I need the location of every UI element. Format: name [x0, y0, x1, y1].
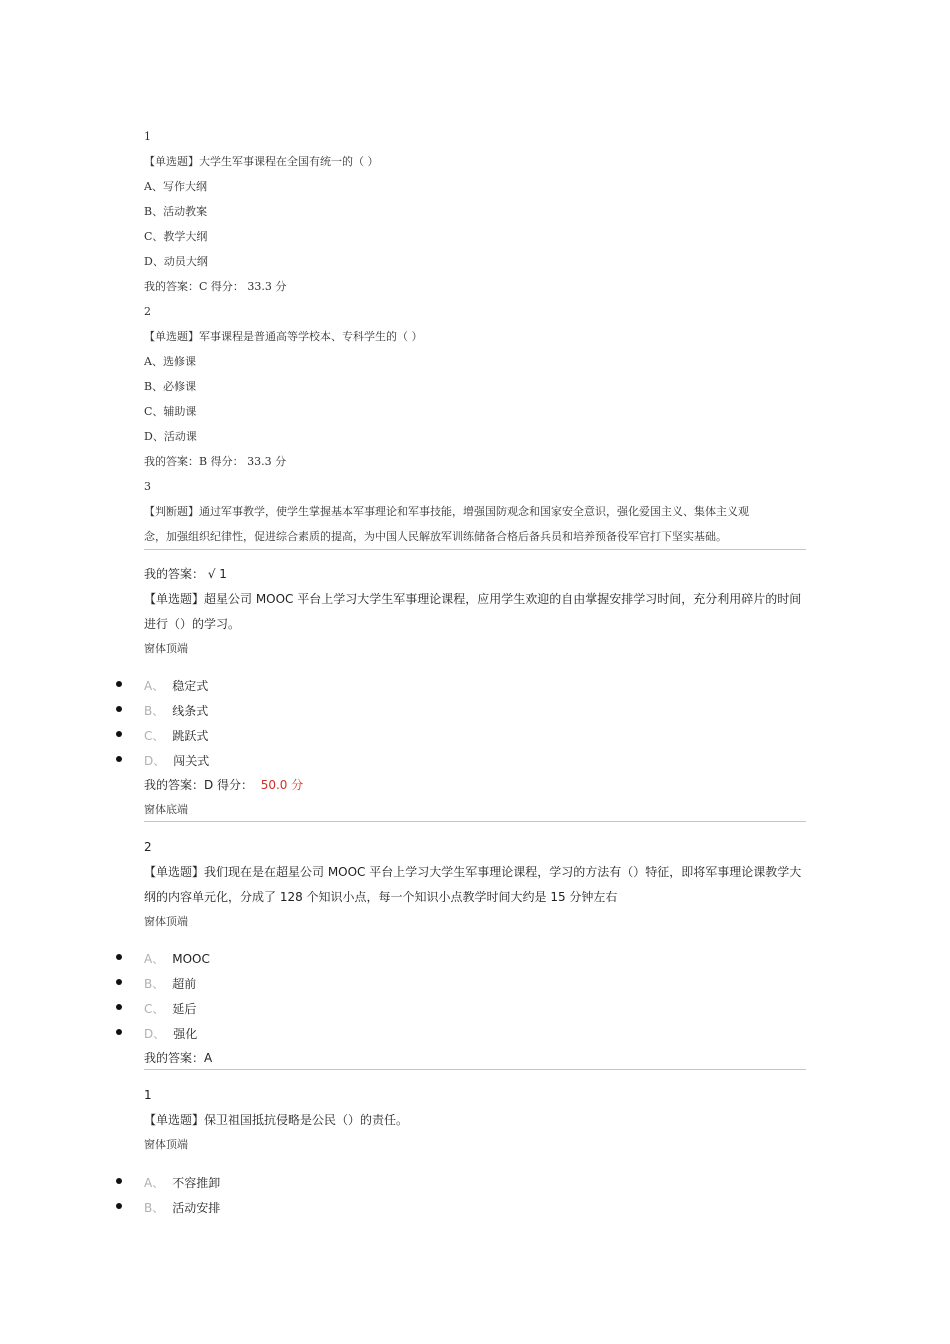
bullet-icon [116, 1029, 122, 1035]
option-c[interactable] [144, 730, 208, 742]
question-stem-line2: 纲的内容单元化，分成了 128 个知识小点，每一个知识小点教学时间大约是 15 分钟左右 [144, 890, 618, 904]
bullet-icon [116, 731, 122, 737]
question-number: 3 [144, 480, 151, 493]
question-stem-line1: 【单选题】我们现在是在超星公司 MOOC 平台上学习大学生军事理论课程，学习的方法有（）特征，即将军事理论课教学大 [144, 865, 802, 879]
bullet-icon [116, 1203, 122, 1209]
option-text: MOOC [172, 952, 210, 966]
my-answer: 我的答案：B 得分： 33.3 分 [144, 455, 287, 468]
question-stem: 【单选题】大学生军事课程在全国有统一的（ ） [144, 155, 379, 168]
option-a: A、写作大纲 [144, 180, 207, 193]
option-c: C、教学大纲 [144, 230, 208, 243]
option-letter: C、 [144, 1002, 165, 1016]
option-b[interactable] [144, 978, 196, 990]
question-number: 1 [144, 130, 151, 143]
question-stem-line2: 念，加强组织纪律性，促进综合素质的提高，为中国人民解放军训练储备合格后备兵员和培养预备役军官打下坚实基础。 [144, 530, 727, 543]
option-a[interactable] [144, 953, 210, 965]
question-number: 2 [144, 305, 151, 318]
option-text: 跳跃式 [172, 729, 209, 743]
form-top-label: 窗体顶端 [144, 915, 188, 928]
option-letter: A、 [144, 679, 165, 693]
option-letter: D、 [144, 754, 166, 768]
option-d[interactable] [144, 755, 209, 767]
option-a: A、选修课 [144, 355, 196, 368]
option-c[interactable] [144, 1003, 196, 1015]
my-answer [144, 779, 303, 791]
option-letter: C、 [144, 729, 165, 743]
form-top-label: 窗体顶端 [144, 1138, 188, 1151]
option-text: 强化 [173, 1027, 198, 1041]
bullet-icon [116, 681, 122, 687]
question-stem-line2: 进行（）的学习。 [144, 617, 241, 631]
form-bottom-label: 窗体底端 [144, 803, 188, 816]
option-b: B、活动教案 [144, 205, 208, 218]
my-answer: 我的答案： √ 1 [144, 567, 227, 581]
my-answer: 我的答案：C 得分： 33.3 分 [144, 280, 287, 293]
divider [144, 821, 806, 822]
option-letter: B、 [144, 704, 165, 718]
option-text: 活动安排 [172, 1201, 221, 1215]
question-number: 2 [144, 840, 152, 854]
option-letter: B、 [144, 1201, 165, 1215]
option-letter: B、 [144, 977, 165, 991]
option-c: C、辅助课 [144, 405, 197, 418]
divider [144, 549, 806, 550]
option-text: 稳定式 [172, 679, 209, 693]
bullet-icon [116, 706, 122, 712]
option-text: 不容推卸 [172, 1176, 221, 1190]
my-answer: 我的答案：A [144, 1051, 213, 1065]
option-letter: D、 [144, 1027, 166, 1041]
option-a[interactable] [144, 1177, 220, 1189]
option-b[interactable] [144, 1202, 220, 1214]
score-value: 50.0 分 [260, 778, 304, 792]
option-text: 闯关式 [173, 754, 210, 768]
option-letter: A、 [144, 952, 165, 966]
option-text: 延后 [172, 1002, 197, 1016]
option-d: D、动员大纲 [144, 255, 208, 268]
question-stem: 【单选题】保卫祖国抵抗侵略是公民（）的责任。 [144, 1113, 409, 1127]
option-text: 线条式 [172, 704, 209, 718]
question-stem: 【单选题】军事课程是普通高等学校本、专科学生的（ ） [144, 330, 423, 343]
form-top-label: 窗体顶端 [144, 642, 188, 655]
question-number: 1 [144, 1088, 152, 1102]
bullet-icon [116, 756, 122, 762]
option-d[interactable] [144, 1028, 197, 1040]
option-b[interactable] [144, 705, 208, 717]
option-text: 超前 [172, 977, 197, 991]
bullet-icon [116, 1004, 122, 1010]
bullet-icon [116, 954, 122, 960]
question-stem-line1: 【判断题】通过军事教学，使学生掌握基本军事理论和军事技能，增强国防观念和国家安全意识，强化爱国主义、集体主义观 [144, 505, 749, 518]
option-a[interactable] [144, 680, 208, 692]
divider [144, 1069, 806, 1070]
answer-label: 我的答案：D 得分： [144, 778, 254, 792]
option-d: D、活动课 [144, 430, 197, 443]
bullet-icon [116, 1178, 122, 1184]
option-letter: A、 [144, 1176, 165, 1190]
question-stem-line1: 【单选题】超星公司 MOOC 平台上学习大学生军事理论课程，应用学生欢迎的自由掌握安排学习时间，充分利用碎片的时间 [144, 592, 802, 606]
bullet-icon [116, 979, 122, 985]
option-b: B、必修课 [144, 380, 197, 393]
